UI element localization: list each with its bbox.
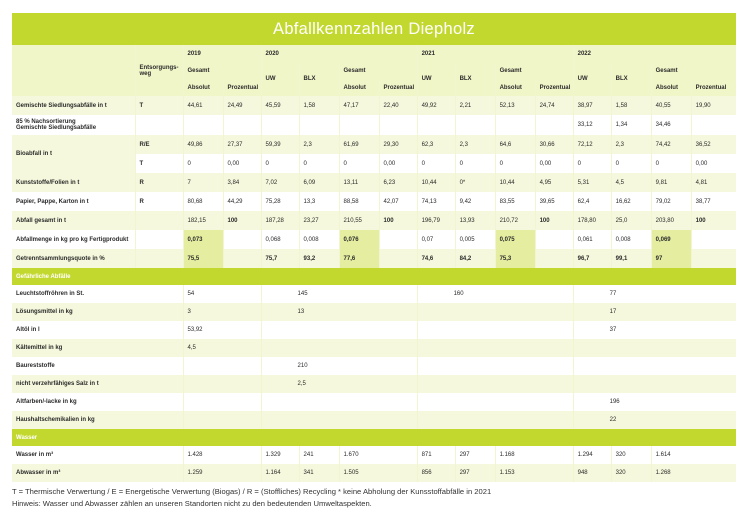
row-way: T	[135, 154, 183, 173]
cell: 5,31	[573, 173, 611, 192]
cell: 1,58	[611, 96, 651, 115]
cell: 0	[183, 154, 223, 173]
cell: 38,77	[691, 192, 736, 211]
blx-2020: BLX	[299, 62, 339, 96]
table-row	[12, 192, 736, 211]
cell	[379, 249, 417, 268]
cell: 36,52	[691, 135, 736, 154]
cell: 4,5	[611, 173, 651, 192]
cell: 80,68	[183, 192, 223, 211]
page-title: Abfallkennzahlen Diepholz	[12, 13, 736, 45]
cell	[535, 249, 573, 268]
cell: 6,09	[299, 173, 339, 192]
table-row	[12, 339, 736, 357]
row-label: Gemischte Siedlungsabfälle in t	[12, 96, 135, 115]
cell: 2,3	[611, 135, 651, 154]
cell: 79,02	[651, 192, 691, 211]
entsorgungsweg-line1: Entsorgungs-	[139, 64, 179, 71]
row-label: Leuchtstoffröhren in St.	[12, 285, 183, 303]
table-row	[12, 96, 736, 115]
cell	[261, 339, 417, 357]
cell	[417, 339, 573, 357]
table-row	[12, 357, 736, 375]
cell: 47,17	[339, 96, 379, 115]
cell: 0,00	[691, 154, 736, 173]
cell: 1.670	[339, 446, 417, 464]
cell: 1.294	[573, 446, 611, 464]
row-label: Altfarben/-lacke in kg	[12, 393, 183, 411]
row-label: Altöl in l	[12, 321, 183, 339]
row-label: Getrenntsammlungsquote in %	[12, 249, 135, 268]
entsorgungsweg-line2: weg	[139, 70, 152, 77]
cell: 0	[455, 154, 495, 173]
cell: 13,11	[339, 173, 379, 192]
cell: 99,1	[611, 249, 651, 268]
cell: 210,55	[339, 211, 379, 230]
absolut-2020: Absolut	[339, 79, 379, 96]
cell: 34,46	[651, 115, 691, 135]
cell: 74,6	[417, 249, 455, 268]
cell: 0	[299, 154, 339, 173]
prozentual-2021: Prozentual	[535, 79, 573, 96]
cell: 0	[651, 154, 691, 173]
cell: 75,28	[261, 192, 299, 211]
cell: 13,3	[299, 192, 339, 211]
footnote-legend: T = Thermische Verwertung / E = Energetische Verwertung (Biogas) / R = (Stoffliches) Recycling * keine Abholung der Kunsstoffabfälle in 2021	[12, 487, 492, 496]
table-row	[12, 375, 736, 393]
year-2020: 2020	[261, 45, 417, 62]
cell: 22	[573, 411, 736, 429]
cell: 1,58	[299, 96, 339, 115]
cell: 178,80	[573, 211, 611, 230]
cell	[299, 115, 339, 135]
table-row	[12, 230, 736, 249]
cell: 62,4	[573, 192, 611, 211]
cell: 64,6	[495, 135, 535, 154]
row-label: Lösungsmittel in kg	[12, 303, 183, 321]
cell: 10,44	[495, 173, 535, 192]
highlight-cell: 0,073	[183, 230, 223, 249]
gesamt-2021: Gesamt	[495, 62, 573, 79]
cell: 187,28	[261, 211, 299, 230]
cell: 0,00	[379, 154, 417, 173]
row-label: Kältemittel in kg	[12, 339, 183, 357]
cell: 297	[455, 446, 495, 464]
cell: 182,15	[183, 211, 223, 230]
blx-2022: BLX	[611, 62, 651, 96]
row-label: Kunststoffe/Folien in t	[12, 173, 135, 192]
row-label	[12, 115, 135, 135]
cell: 38,97	[573, 96, 611, 115]
cell: 1.259	[183, 464, 261, 482]
table-row	[12, 393, 736, 411]
highlight-cell: 0,075	[495, 230, 535, 249]
prozentual-2022: Prozentual	[691, 79, 736, 96]
cell	[417, 411, 573, 429]
row-label: Wasser in m³	[12, 446, 183, 464]
cell: 0*	[455, 173, 495, 192]
gesamt-2022: Gesamt	[651, 62, 736, 79]
cell: 27,37	[223, 135, 261, 154]
row-way: R	[135, 173, 183, 192]
section-title: Wasser	[12, 429, 736, 446]
cell: 9,42	[455, 192, 495, 211]
cell: 0,068	[261, 230, 299, 249]
cell: 42,07	[379, 192, 417, 211]
row-label: Bioabfall in t	[12, 135, 135, 173]
cell: 0,008	[299, 230, 339, 249]
cell: 62,3	[417, 135, 455, 154]
cell: 100	[535, 211, 573, 230]
cell: 0,00	[535, 154, 573, 173]
cell: 44,29	[223, 192, 261, 211]
blx-2021: BLX	[455, 62, 495, 96]
row-way	[135, 211, 183, 230]
cell: 0	[417, 154, 455, 173]
table-row	[12, 135, 736, 154]
highlight-cell: 75,3	[495, 249, 535, 268]
cell	[379, 115, 417, 135]
cell: 61,69	[339, 135, 379, 154]
cell: 7	[183, 173, 223, 192]
cell: 1.268	[651, 464, 736, 482]
cell: 3,84	[223, 173, 261, 192]
entsorgungsweg-header	[135, 45, 183, 96]
cell: 13,93	[455, 211, 495, 230]
row-label: Abfall gesamt in t	[12, 211, 135, 230]
gesamt-2020: Gesamt	[339, 62, 417, 79]
cell: 83,55	[495, 192, 535, 211]
year-2021: 2021	[417, 45, 573, 62]
highlight-cell: 97	[651, 249, 691, 268]
row-way	[135, 249, 183, 268]
cell: 77	[573, 285, 736, 303]
cell: 53,92	[183, 321, 261, 339]
cell: 30,66	[535, 135, 573, 154]
cell: 23,27	[299, 211, 339, 230]
cell: 1.428	[183, 446, 261, 464]
absolut-2021: Absolut	[495, 79, 535, 96]
cell	[573, 375, 736, 393]
cell	[379, 230, 417, 249]
cell: 196,79	[417, 211, 455, 230]
cell: 203,80	[651, 211, 691, 230]
row-label: Abfallmenge in kg pro kg Fertigprodukt	[12, 230, 135, 249]
cell: 160	[417, 285, 573, 303]
cell	[261, 321, 417, 339]
row-label-line1: 85 % Nachsortierung	[16, 119, 76, 125]
cell: 93,2	[299, 249, 339, 268]
cell: 0,005	[455, 230, 495, 249]
cell: 74,42	[651, 135, 691, 154]
cell: 320	[611, 446, 651, 464]
cell: 44,61	[183, 96, 223, 115]
row-way	[135, 230, 183, 249]
cell: 49,92	[417, 96, 455, 115]
cell: 24,49	[223, 96, 261, 115]
cell: 74,13	[417, 192, 455, 211]
cell: 1.614	[651, 446, 736, 464]
table-row	[12, 321, 736, 339]
row-way	[135, 115, 183, 135]
cell	[183, 393, 261, 411]
cell: 0,061	[573, 230, 611, 249]
cell	[261, 115, 299, 135]
cell: 19,90	[691, 96, 736, 115]
cell: 0	[339, 154, 379, 173]
cell: 0	[495, 154, 535, 173]
year-header-row	[12, 45, 736, 62]
prozentual-2020: Prozentual	[379, 79, 417, 96]
row-label: Baureststoffe	[12, 357, 183, 375]
absolut-2022: Absolut	[651, 79, 691, 96]
cell	[261, 411, 417, 429]
cell: 0	[573, 154, 611, 173]
row-label: Abwasser in m³	[12, 464, 183, 482]
cell: 871	[417, 446, 455, 464]
cell: 1.329	[261, 446, 299, 464]
cell: 39,65	[535, 192, 573, 211]
cell: 9,81	[651, 173, 691, 192]
cell	[417, 321, 573, 339]
cell: 22,40	[379, 96, 417, 115]
cell	[417, 393, 573, 411]
cell: 0,00	[223, 154, 261, 173]
highlight-cell: 0,076	[339, 230, 379, 249]
cell	[223, 230, 261, 249]
cell: 1,34	[611, 115, 651, 135]
cell: 40,55	[651, 96, 691, 115]
table-row	[12, 115, 736, 135]
prozentual-2019: Prozentual	[223, 79, 261, 96]
uw-2021: UW	[417, 62, 455, 96]
cell: 45,59	[261, 96, 299, 115]
cell	[417, 375, 573, 393]
cell: 341	[299, 464, 339, 482]
cell	[417, 357, 573, 375]
cell: 10,44	[417, 173, 455, 192]
cell	[417, 303, 573, 321]
waste-kpi-table	[12, 45, 736, 482]
cell: 210,72	[495, 211, 535, 230]
gesamt-2019: Gesamt	[183, 62, 261, 79]
cell: 948	[573, 464, 611, 482]
cell	[573, 339, 736, 357]
year-2022: 2022	[573, 45, 736, 62]
cell: 75,7	[261, 249, 299, 268]
cell: 145	[261, 285, 417, 303]
table-row	[12, 249, 736, 268]
cell: 17	[573, 303, 736, 321]
cell: 52,13	[495, 96, 535, 115]
cell: 196	[573, 393, 736, 411]
row-label: Papier, Pappe, Karton in t	[12, 192, 135, 211]
cell: 100	[379, 211, 417, 230]
cell: 0	[261, 154, 299, 173]
cell: 100	[223, 211, 261, 230]
cell: 1.505	[339, 464, 417, 482]
highlight-cell: 0,069	[651, 230, 691, 249]
cell: 7,02	[261, 173, 299, 192]
cell: 24,74	[535, 96, 573, 115]
cell	[261, 393, 417, 411]
cell: 33,12	[573, 115, 611, 135]
table-row	[12, 211, 736, 230]
cell: 297	[455, 464, 495, 482]
cell: 210	[261, 357, 417, 375]
cell: 72,12	[573, 135, 611, 154]
cell	[455, 115, 495, 135]
table-row	[12, 303, 736, 321]
cell	[183, 375, 261, 393]
cell: 2,3	[455, 135, 495, 154]
table-row	[12, 411, 736, 429]
header-label-cell	[12, 45, 135, 96]
cell: 49,86	[183, 135, 223, 154]
row-way: R	[135, 192, 183, 211]
cell: 4,95	[535, 173, 573, 192]
cell	[691, 115, 736, 135]
footnote-hint: Hinweis: Wasser und Abwasser zählen an unseren Standorten nicht zu den bedeutenden Umweltaspekten.	[12, 498, 372, 508]
cell: 59,39	[261, 135, 299, 154]
cell: 2,21	[455, 96, 495, 115]
cell: 1.164	[261, 464, 299, 482]
cell	[691, 230, 736, 249]
row-way: R/E	[135, 135, 183, 154]
cell: 1.168	[495, 446, 573, 464]
cell: 4,5	[183, 339, 261, 357]
cell: 2,5	[261, 375, 417, 393]
cell	[691, 249, 736, 268]
cell: 88,58	[339, 192, 379, 211]
cell: 54	[183, 285, 261, 303]
cell	[535, 230, 573, 249]
table-row	[12, 464, 736, 482]
cell: 4,81	[691, 173, 736, 192]
cell	[183, 357, 261, 375]
table-row	[12, 173, 736, 192]
cell	[339, 115, 379, 135]
row-label: Haushaltschemikalien in kg	[12, 411, 183, 429]
section-hazardous	[12, 268, 736, 285]
highlight-cell: 77,6	[339, 249, 379, 268]
cell: 1.153	[495, 464, 573, 482]
section-title: Gefährliche Abfälle	[12, 268, 736, 285]
cell: 3	[183, 303, 261, 321]
table-row	[12, 285, 736, 303]
cell	[223, 115, 261, 135]
cell: 6,23	[379, 173, 417, 192]
cell: 0	[611, 154, 651, 173]
table-row	[12, 446, 736, 464]
section-water	[12, 429, 736, 446]
cell	[183, 411, 261, 429]
cell	[417, 115, 455, 135]
year-2019: 2019	[183, 45, 261, 62]
cell	[495, 115, 535, 135]
uw-2022: UW	[573, 62, 611, 96]
cell: 2,3	[299, 135, 339, 154]
cell	[573, 357, 736, 375]
row-label: nicht verzehrfähiges Salz in t	[12, 375, 183, 393]
cell: 25,0	[611, 211, 651, 230]
cell: 100	[691, 211, 736, 230]
cell: 13	[261, 303, 417, 321]
cell: 0,07	[417, 230, 455, 249]
cell: 16,62	[611, 192, 651, 211]
cell: 29,30	[379, 135, 417, 154]
row-label-line2: Gemischte Siedlungsabfälle	[16, 125, 97, 131]
cell: 241	[299, 446, 339, 464]
cell: 856	[417, 464, 455, 482]
cell	[183, 115, 223, 135]
cell: 37	[573, 321, 736, 339]
cell: 0,008	[611, 230, 651, 249]
cell	[535, 115, 573, 135]
uw-2020: UW	[261, 62, 299, 96]
row-way: T	[135, 96, 183, 115]
highlight-cell: 75,5	[183, 249, 223, 268]
absolut-2019: Absolut	[183, 79, 223, 96]
cell: 96,7	[573, 249, 611, 268]
cell: 84,2	[455, 249, 495, 268]
footnotes	[12, 486, 491, 509]
cell: 320	[611, 464, 651, 482]
cell	[223, 249, 261, 268]
